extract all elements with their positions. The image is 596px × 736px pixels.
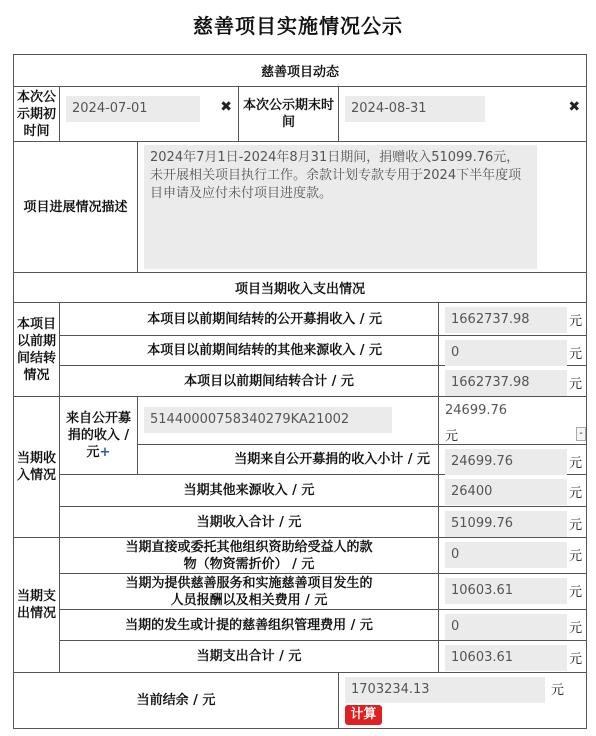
expense-staff-label: 当期为提供慈善服务和实施慈善项目发生的人员报酬以及相关费用 / 元 xyxy=(60,574,439,610)
income-other-label: 当期其他来源收入 / 元 xyxy=(60,475,439,507)
clear-end-date-icon[interactable]: ✖ xyxy=(568,99,581,115)
carry-other-label: 本项目以前期间结转的其他来源收入 / 元 xyxy=(60,336,439,366)
unit-label: 元 xyxy=(569,549,583,564)
start-date-cell xyxy=(60,87,239,142)
expense-total-input[interactable]: 10603.61 xyxy=(445,645,567,671)
clear-start-date-icon[interactable]: ✖ xyxy=(220,99,232,115)
carry-public-label: 本项目以前期间结转的公开募捐收入 / 元 xyxy=(60,303,439,336)
unit-label: 元 xyxy=(569,347,583,362)
expense-total-label: 当期支出合计 / 元 xyxy=(60,641,439,673)
expense-total-cell xyxy=(439,641,587,673)
income-total-input[interactable]: 51099.76 xyxy=(445,511,567,537)
unit-label: 元 xyxy=(551,683,565,698)
progress-cell xyxy=(138,142,587,273)
balance-cell xyxy=(339,673,587,729)
project-form xyxy=(13,54,587,729)
public-code-input[interactable]: 51440000758340279KA21002 xyxy=(144,407,392,433)
unit-label: 元 xyxy=(445,429,459,444)
unit-label: 元 xyxy=(569,314,583,329)
balance-input[interactable]: 1703234.13 xyxy=(345,677,545,703)
income-other-input[interactable]: 26400 xyxy=(445,479,567,505)
expense-admin-cell xyxy=(439,610,587,641)
balance-label: 当前结余 / 元 xyxy=(14,673,339,729)
unit-label: 元 xyxy=(569,486,583,501)
public-income-label-cell xyxy=(60,397,138,475)
income-public-subtotal-input[interactable]: 24699.76 xyxy=(445,449,567,475)
income-public-subtotal-cell xyxy=(439,445,587,475)
unit-label: 元 xyxy=(569,621,583,636)
unit-label: 元 xyxy=(569,377,583,392)
expense-group-label: 当期支出情况 xyxy=(14,538,60,673)
expense-admin-input[interactable]: 0 xyxy=(445,614,567,640)
public-code-cell xyxy=(138,397,439,445)
income-total-cell xyxy=(439,507,587,538)
unit-label: 元 xyxy=(569,456,583,471)
expense-admin-label: 当期的发生或计提的慈善组织管理费用 / 元 xyxy=(60,610,439,641)
carry-total-input[interactable]: 1662737.98 xyxy=(445,370,567,396)
carry-public-cell xyxy=(439,303,587,336)
expense-staff-input[interactable]: 10603.61 xyxy=(445,578,567,604)
section-header-dynamics: 慈善项目动态 xyxy=(14,55,587,87)
unit-label: 元 xyxy=(569,652,583,667)
income-total-label: 当期收入合计 / 元 xyxy=(60,507,439,538)
income-group-label: 当期收入情况 xyxy=(14,397,60,538)
income-other-cell xyxy=(439,475,587,507)
add-row-icon[interactable]: + xyxy=(99,445,111,460)
public-code-value[interactable]: 24699.76 xyxy=(445,403,508,418)
expense-staff-cell xyxy=(439,574,587,610)
calculate-button[interactable]: 计算 xyxy=(345,705,382,725)
section-header-income-expense: 项目当期收入支出情况 xyxy=(14,273,587,303)
start-date-label: 本次公示期初时间 xyxy=(14,87,60,142)
public-code-value-cell xyxy=(439,397,587,445)
remove-row-button[interactable]: - xyxy=(576,427,586,441)
end-date-input[interactable]: 2024-08-31 xyxy=(345,96,485,122)
income-public-subtotal-label: 当期来自公开募捐的收入小计 / 元 xyxy=(138,445,439,475)
progress-textarea[interactable]: 2024年7月1日-2024年8月31日期间，捐赠收入51099.76元，未开展相关项目执行工作。余款计划专款专用于2024下半年度项目申请及应付未付项目进度款。 xyxy=(144,145,537,269)
unit-label: 元 xyxy=(569,585,583,600)
unit-label: 元 xyxy=(569,518,583,533)
carry-other-input[interactable]: 0 xyxy=(445,340,567,366)
carry-total-label: 本项目以前期间结转合计 / 元 xyxy=(60,366,439,397)
end-date-label: 本次公示期末时间 xyxy=(239,87,339,142)
page-title: 慈善项目实施情况公示 xyxy=(193,14,403,38)
end-date-cell xyxy=(339,87,587,142)
expense-direct-input[interactable]: 0 xyxy=(445,542,567,568)
carry-public-input[interactable]: 1662737.98 xyxy=(445,307,567,333)
start-date-input[interactable]: 2024-07-01 xyxy=(66,96,200,122)
carry-total-cell xyxy=(439,366,587,397)
expense-direct-label: 当期直接或委托其他组织资助给受益人的款物（物资需折价） / 元 xyxy=(60,538,439,574)
progress-label: 项目进展情况描述 xyxy=(14,142,138,273)
public-income-label: 来自公开募捐的收入 / 元 xyxy=(65,411,131,460)
expense-direct-cell xyxy=(439,538,587,574)
carry-other-cell xyxy=(439,336,587,366)
carry-group-label: 本项目以前期间结转情况 xyxy=(14,303,60,397)
